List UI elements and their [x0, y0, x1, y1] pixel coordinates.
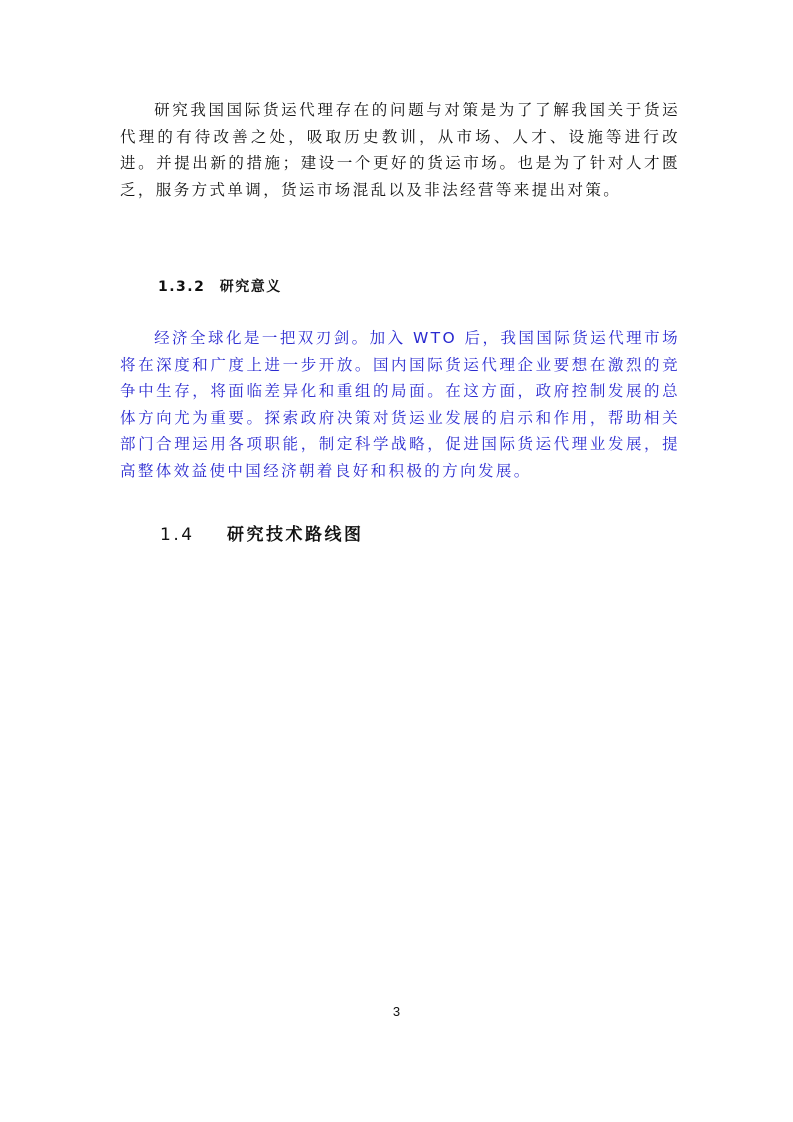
section-number: 1.4	[160, 525, 195, 545]
section-heading-1-3-2	[158, 276, 282, 296]
section-title: 研究技术路线图	[226, 525, 364, 545]
section-number: 1.3.2	[158, 279, 206, 295]
section-heading-1-4	[160, 520, 363, 545]
paragraph-research-significance: 经济全球化是一把双刃剑。加入 WTO 后，我国国际货运代理市场将在深度和广度上进一步开放。国内国际货运代理企业要想在激烈的竞争中生存，将面临差异化和重组的局面。在这方面，政府控制发展的总体方向尤为重要。探索政府决策对货运业发展的启示和作用，帮助相关部门合理运用各项职能，制定科学战略，促进国际货运代理业发展，提高整体效益使中国经济朝着良好和积极的方向发展。	[120, 329, 680, 480]
paragraph-research-purpose: 研究我国国际货运代理存在的问题与对策是为了了解我国关于货运代理的有待改善之处，吸取历史教训，从市场、人才、设施等进行改进。并提出新的措施；建设一个更好的货运市场。也是为了针对人才匮乏，服务方式单调，货运市场混乱以及非法经营等来提出对策。	[120, 101, 680, 199]
section-title: 研究意义	[219, 279, 282, 295]
page-number: 3	[392, 1004, 401, 1019]
